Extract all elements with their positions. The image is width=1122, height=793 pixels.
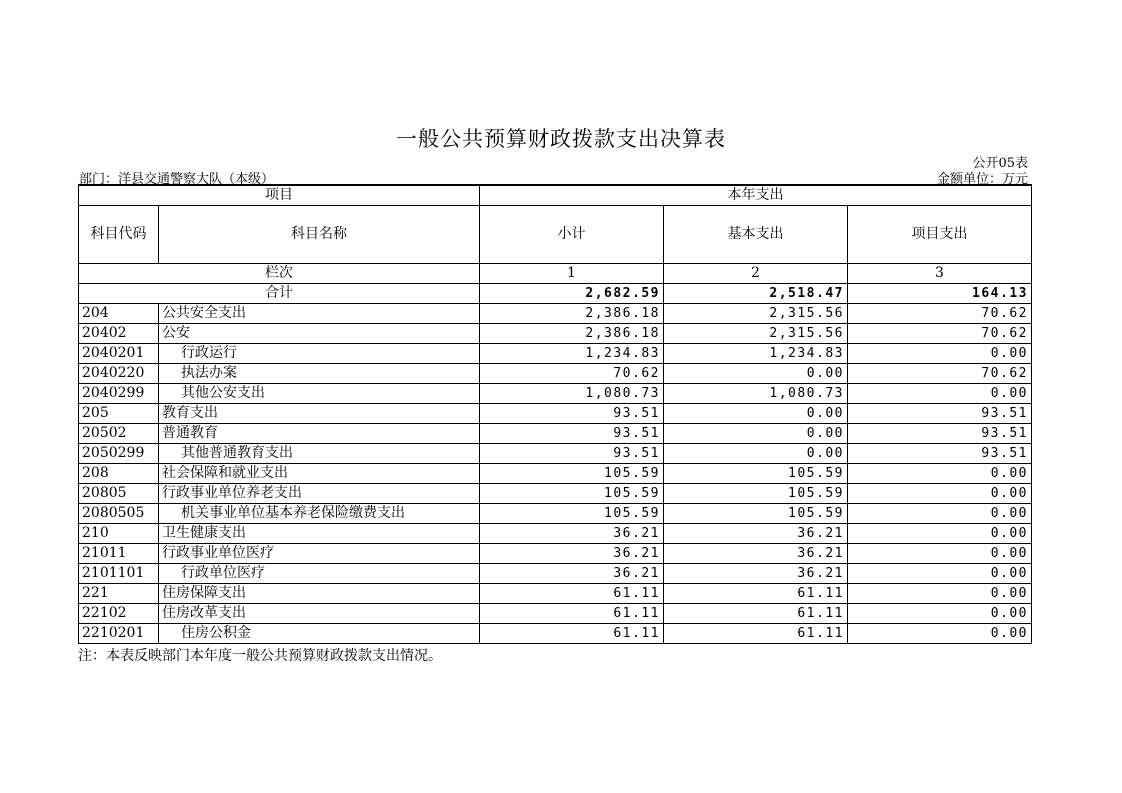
total-project: 164.13 <box>848 284 1032 304</box>
row-subtotal: 105.59 <box>480 504 664 524</box>
row-project: 0.00 <box>848 484 1032 504</box>
row-project: 0.00 <box>848 464 1032 484</box>
row-name: 普通教育 <box>159 424 480 444</box>
row-subtotal: 93.51 <box>480 424 664 444</box>
row-basic: 2,315.56 <box>664 304 848 324</box>
row-subtotal: 1,234.83 <box>480 344 664 364</box>
row-basic: 61.11 <box>664 584 848 604</box>
row-project: 0.00 <box>848 544 1032 564</box>
row-name: 行政运行 <box>159 344 480 364</box>
row-basic: 1,234.83 <box>664 344 848 364</box>
row-basic: 1,080.73 <box>664 384 848 404</box>
department-label: 部门：洋县交通警察大队（本级） <box>79 172 275 187</box>
row-subtotal: 93.51 <box>480 404 664 424</box>
row-subtotal: 36.21 <box>480 564 664 584</box>
row-name: 公安 <box>159 324 480 344</box>
row-subtotal: 61.11 <box>480 624 664 644</box>
row-project: 70.62 <box>848 324 1032 344</box>
table-row <box>79 364 1032 384</box>
table-row <box>79 484 1032 504</box>
row-code: 22102 <box>79 604 159 624</box>
row-basic: 36.21 <box>664 564 848 584</box>
row-name: 其他公安支出 <box>159 384 480 404</box>
header-row-2 <box>79 206 1032 264</box>
row-basic: 61.11 <box>664 624 848 644</box>
page-title: 一般公共预算财政拨款支出决算表 <box>396 127 726 151</box>
row-project: 93.51 <box>848 404 1032 424</box>
total-subtotal: 2,682.59 <box>480 284 664 304</box>
row-project: 93.51 <box>848 424 1032 444</box>
row-code: 20502 <box>79 424 159 444</box>
row-code: 2080505 <box>79 504 159 524</box>
col-index-1: 1 <box>480 264 664 284</box>
row-basic: 0.00 <box>664 364 848 384</box>
row-project: 0.00 <box>848 384 1032 404</box>
table-row <box>79 504 1032 524</box>
table-row <box>79 624 1032 644</box>
table-row <box>79 464 1032 484</box>
row-basic: 105.59 <box>664 504 848 524</box>
row-code: 2050299 <box>79 444 159 464</box>
total-basic: 2,518.47 <box>664 284 848 304</box>
unit-label: 金额单位：万元 <box>936 172 1028 187</box>
row-project: 0.00 <box>848 624 1032 644</box>
row-basic: 0.00 <box>664 444 848 464</box>
row-basic: 105.59 <box>664 484 848 504</box>
row-name: 行政单位医疗 <box>159 564 480 584</box>
row-name: 住房改革支出 <box>159 604 480 624</box>
row-code: 2101101 <box>79 564 159 584</box>
row-basic: 105.59 <box>664 464 848 484</box>
table-row <box>79 584 1032 604</box>
row-basic: 0.00 <box>664 424 848 444</box>
row-name: 公共安全支出 <box>159 304 480 324</box>
row-name: 执法办案 <box>159 364 480 384</box>
row-project: 0.00 <box>848 504 1032 524</box>
row-basic: 36.21 <box>664 524 848 544</box>
row-project: 0.00 <box>848 524 1032 544</box>
row-code: 21011 <box>79 544 159 564</box>
row-project: 0.00 <box>848 564 1032 584</box>
row-subtotal: 70.62 <box>480 364 664 384</box>
expenditure-table <box>78 184 1032 644</box>
col-index-3: 3 <box>848 264 1032 284</box>
code-header: 科目代码 <box>79 206 159 264</box>
row-code: 208 <box>79 464 159 484</box>
form-number: 公开05表 <box>972 156 1028 171</box>
table-row <box>79 544 1032 564</box>
row-subtotal: 36.21 <box>480 524 664 544</box>
table-row <box>79 344 1032 364</box>
row-subtotal: 1,080.73 <box>480 384 664 404</box>
row-project: 0.00 <box>848 604 1032 624</box>
row-basic: 61.11 <box>664 604 848 624</box>
table-row <box>79 524 1032 544</box>
col-index-2: 2 <box>664 264 848 284</box>
project-header: 项目 <box>79 185 480 206</box>
row-basic: 36.21 <box>664 544 848 564</box>
basic-header: 基本支出 <box>664 206 848 264</box>
table-row <box>79 324 1032 344</box>
subtotal-header: 小计 <box>480 206 664 264</box>
row-code: 205 <box>79 404 159 424</box>
row-project: 70.62 <box>848 304 1032 324</box>
row-subtotal: 61.11 <box>480 604 664 624</box>
row-code: 2210201 <box>79 624 159 644</box>
project-exp-header: 项目支出 <box>848 206 1032 264</box>
row-code: 20805 <box>79 484 159 504</box>
table-row <box>79 304 1032 324</box>
row-name: 行政事业单位养老支出 <box>159 484 480 504</box>
row-name: 住房公积金 <box>159 624 480 644</box>
row-basic: 2,315.56 <box>664 324 848 344</box>
row-project: 93.51 <box>848 444 1032 464</box>
row-name: 行政事业单位医疗 <box>159 544 480 564</box>
row-name: 住房保障支出 <box>159 584 480 604</box>
table-row <box>79 604 1032 624</box>
row-code: 221 <box>79 584 159 604</box>
table-row <box>79 564 1032 584</box>
header-row-1 <box>79 185 1032 206</box>
row-name: 社会保障和就业支出 <box>159 464 480 484</box>
row-code: 20402 <box>79 324 159 344</box>
total-row <box>79 284 1032 304</box>
row-code: 2040220 <box>79 364 159 384</box>
row-subtotal: 36.21 <box>480 544 664 564</box>
table-row <box>79 404 1032 424</box>
row-name: 卫生健康支出 <box>159 524 480 544</box>
table-row <box>79 424 1032 444</box>
total-label: 合计 <box>79 284 480 304</box>
row-code: 210 <box>79 524 159 544</box>
row-subtotal: 61.11 <box>480 584 664 604</box>
row-name: 机关事业单位基本养老保险缴费支出 <box>159 504 480 524</box>
column-order-label: 栏次 <box>79 264 480 284</box>
row-basic: 0.00 <box>664 404 848 424</box>
table-row <box>79 384 1032 404</box>
row-name: 教育支出 <box>159 404 480 424</box>
row-subtotal: 93.51 <box>480 444 664 464</box>
column-order-row <box>79 264 1032 284</box>
name-header: 科目名称 <box>159 206 480 264</box>
row-code: 2040299 <box>79 384 159 404</box>
row-subtotal: 105.59 <box>480 464 664 484</box>
row-project: 0.00 <box>848 584 1032 604</box>
footnote: 注：本表反映部门本年度一般公共预算财政拨款支出情况。 <box>78 648 442 664</box>
row-project: 70.62 <box>848 364 1032 384</box>
row-subtotal: 2,386.18 <box>480 304 664 324</box>
row-name: 其他普通教育支出 <box>159 444 480 464</box>
row-code: 2040201 <box>79 344 159 364</box>
table-row <box>79 444 1032 464</box>
row-project: 0.00 <box>848 344 1032 364</box>
row-subtotal: 105.59 <box>480 484 664 504</box>
row-code: 204 <box>79 304 159 324</box>
row-subtotal: 2,386.18 <box>480 324 664 344</box>
current-year-header: 本年支出 <box>480 185 1032 206</box>
